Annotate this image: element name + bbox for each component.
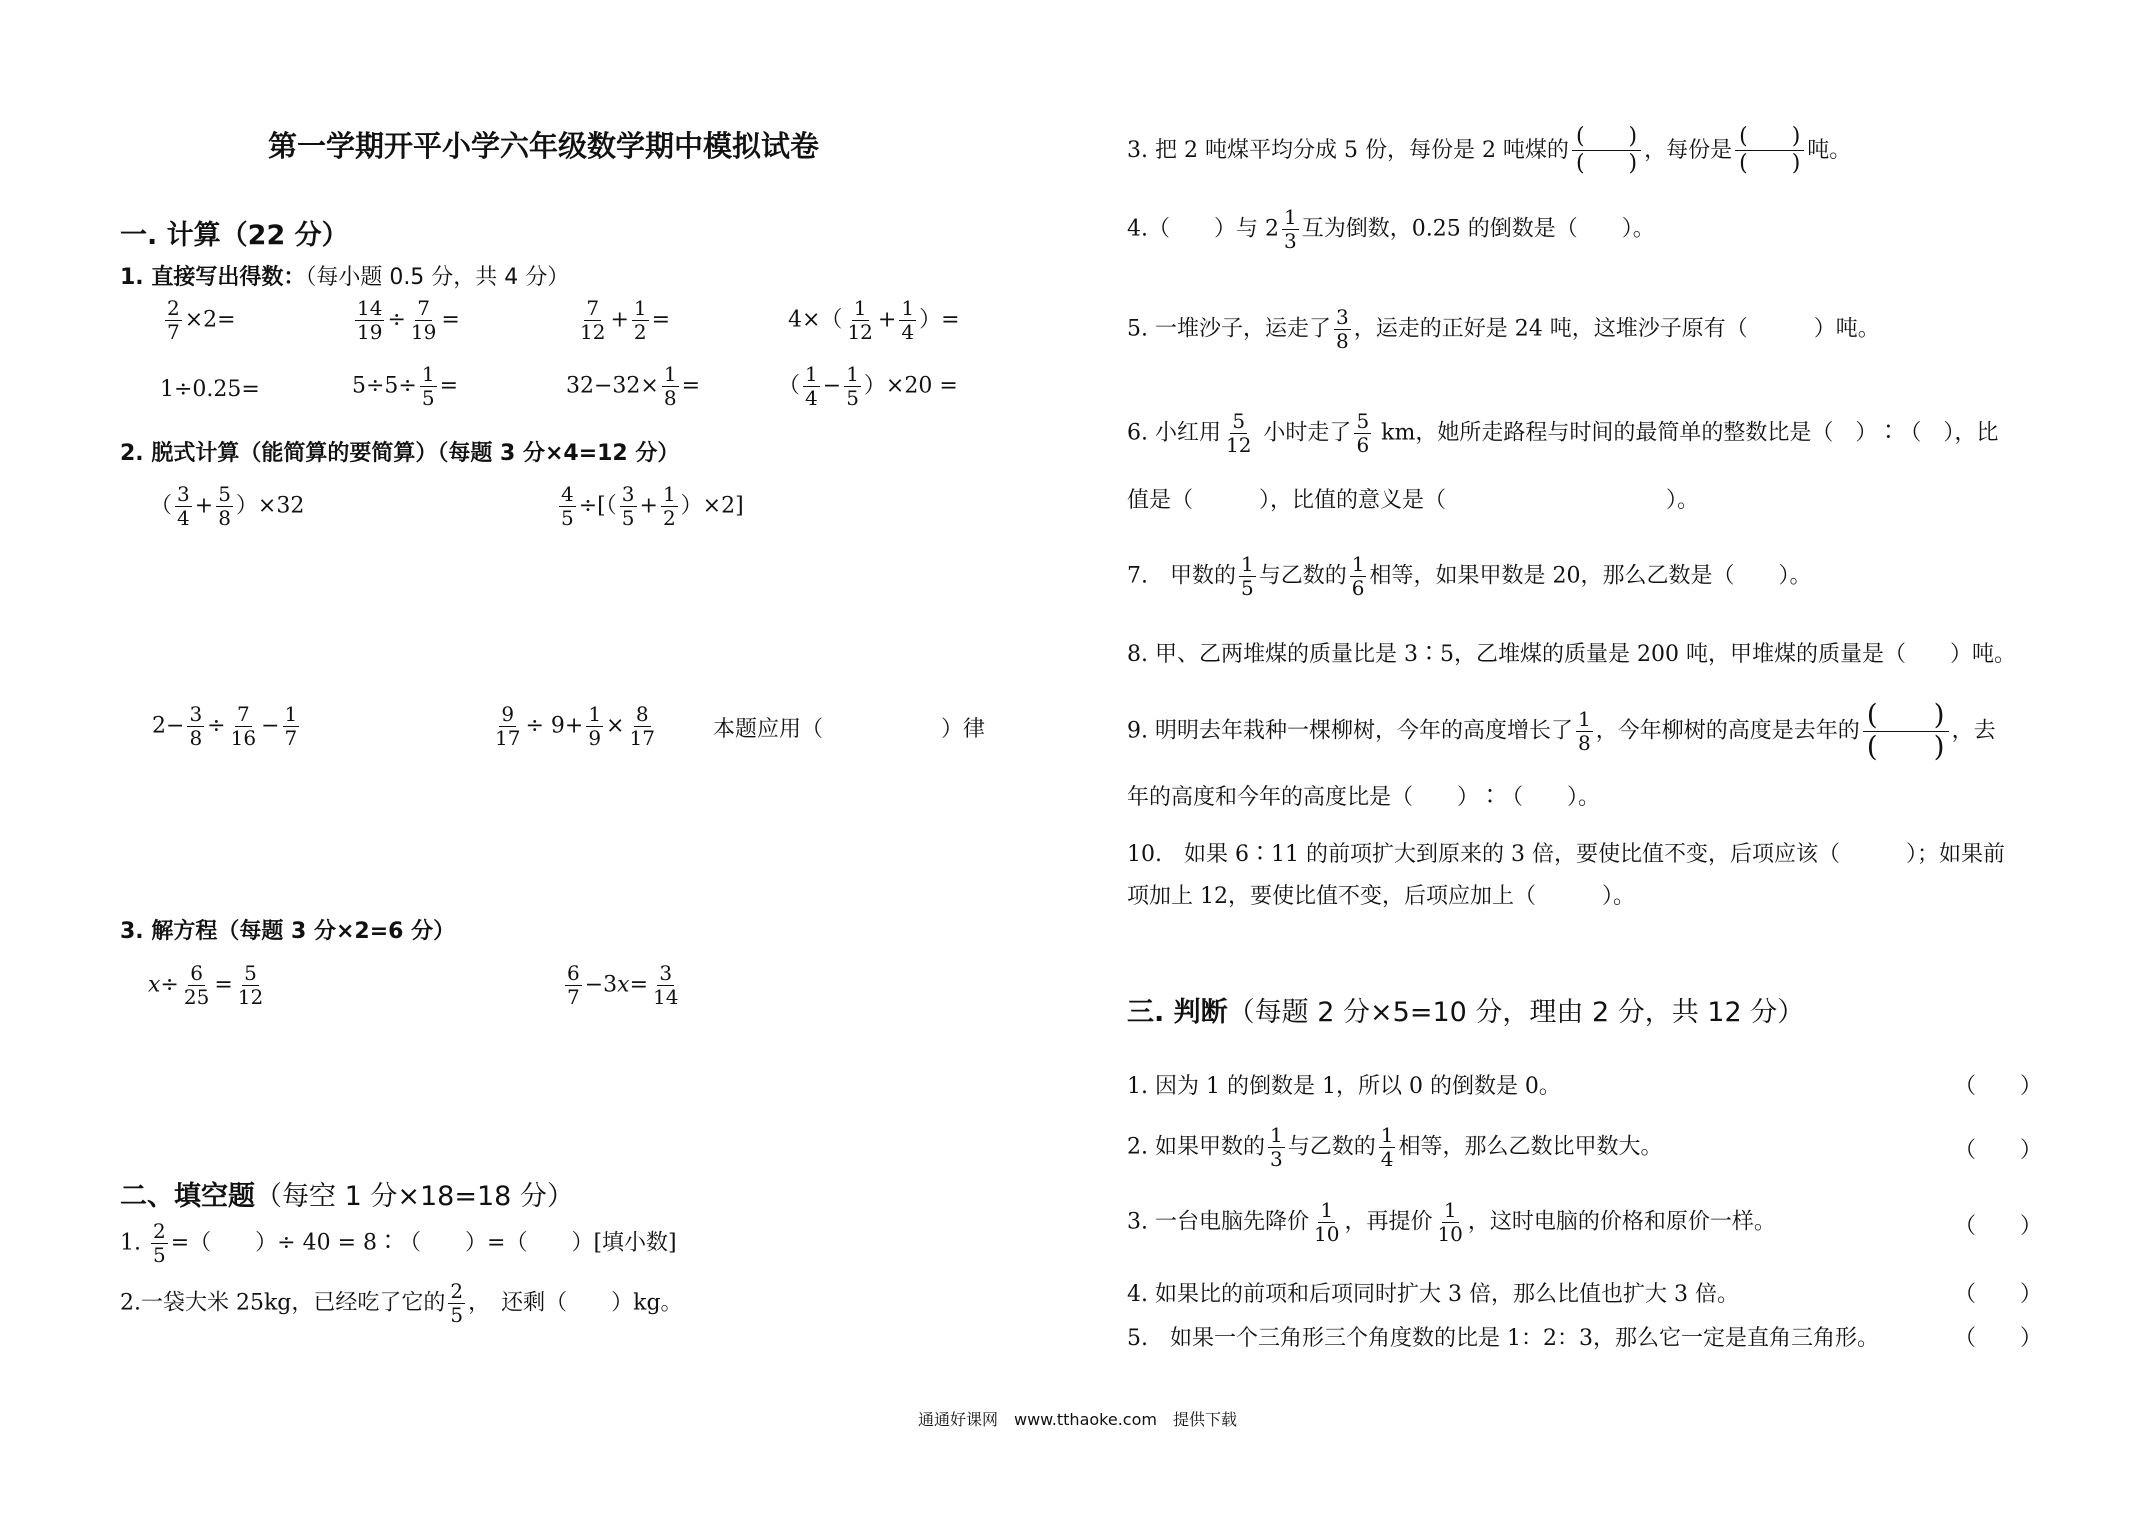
section1-heading: 一. 计算（22 分） (120, 220, 349, 251)
fill-q4: 4.（ ）与 2 $\frac{1}{3}$ 互为倒数，0.25 的倒数是（ ）。 (1127, 205, 1655, 253)
part1-label: 1. 直接写出得数：（每小题 0.5 分，共 4 分） (120, 265, 570, 290)
fill-q3: 3. 把 2 吨煤平均分成 5 份，每份是 2 吨煤的 ( ) ( ) ，每份是 ( ) ( ) 吨。 (1127, 124, 1852, 177)
judge-2-blank: （ ） (1954, 1138, 2043, 1163)
part2-law-note: 本题应用（ ）律 (713, 717, 986, 742)
part2-expr-2: $\frac{4}{5}$ ÷[（ $\frac{3}{5}$ + $\frac{1}{2}$ ）×2] (561, 482, 744, 530)
footer-credit: 通通好课网 www.tthaoke.com 提供下载 (918, 1410, 1237, 1429)
part2-expr-1: （ $\frac{3}{4}$ + $\frac{5}{8}$ ）×32 (150, 482, 305, 530)
equation-2: $\frac{6}{7}$ −3x= $\frac{3}{14}$ (567, 961, 679, 1009)
part1-item-2: $\frac{14}{19}$ ÷ $\frac{7}{19}$ = (357, 296, 460, 344)
page-title: 第一学期开平小学六年级数学期中模拟试卷 (268, 129, 820, 163)
part1-item-8: （ $\frac{1}{4}$ − $\frac{1}{5}$ ）×20 = (778, 362, 958, 410)
fill-q10-line2: 项加上 12，要使比值不变，后项应加上（ ）。 (1127, 884, 1635, 909)
judge-4-blank: （ ） (1954, 1282, 2043, 1307)
part1-item-6: 5÷5÷ $\frac{1}{5}$ = (352, 362, 459, 410)
part1-item-1: $\frac{2}{7}$ ×2= (167, 296, 236, 344)
fill-q6-line2: 值是（ ），比值的意义是（ ）。 (1127, 488, 1700, 513)
part1-item-3: $\frac{7}{12}$ + $\frac{1}{2}$ = (580, 296, 671, 344)
part2-label: 2. 脱式计算（能简算的要简算）（每题 3 分×4=12 分） (120, 441, 680, 466)
part3-label: 3. 解方程（每题 3 分×2=6 分） (120, 919, 456, 944)
part1-item-5: 1÷0.25= (160, 377, 260, 402)
judge-1: 1. 因为 1 的倒数是 1，所以 0 的倒数是 0。 (1127, 1074, 1561, 1099)
judge-5-blank: （ ） (1954, 1326, 2043, 1351)
part2-expr-4: $\frac{9}{17}$ ÷ 9+ $\frac{1}{9}$ × $\frac{8}{17}$ (495, 702, 655, 750)
part2-expr-3: 2− $\frac{3}{8}$ ÷ $\frac{7}{16}$ − $\frac{1}{7}$ (152, 702, 298, 750)
fill-q6: 6. 小红用 $\frac{5}{12}$ 小时走了 $\frac{5}{6}$ km，她所走路程与时间的最简单的整数比是（ ）∶（ ），比 (1127, 409, 1999, 457)
fill-q7: 7. 甲数的 $\frac{1}{5}$ 与乙数的 $\frac{1}{6}$ 相等，如果甲数是 20，那么乙数是（ ）。 (1127, 552, 1812, 600)
judge-3-blank: （ ） (1954, 1214, 2043, 1239)
fill-q5: 5. 一堆沙子，运走了 $\frac{3}{8}$ ，运走的正好是 24 吨，这堆沙子原有（ ）吨。 (1127, 305, 1880, 353)
part1-item-4: 4×（ $\frac{1}{12}$ + $\frac{1}{4}$ ）= (788, 296, 960, 344)
fill-q9: 9. 明明去年栽种一棵柳树，今年的高度增长了 $\frac{1}{8}$ ，今年柳树的高度是去年的 ( ) ( ) ，去 (1127, 698, 1996, 763)
fill-q10-line1: 10. 如果 6∶11 的前项扩大到原来的 3 倍，要使比值不变，后项应该（ ）；如果前 (1127, 842, 2005, 867)
equation-1: x÷ $\frac{6}{25}$ = $\frac{5}{12}$ (148, 961, 264, 1009)
section2-heading: 二、填空题（每空 1 分×18=18 分） (120, 1181, 574, 1212)
judge-5: 5. 如果一个三角形三个角度数的比是 1：2：3，那么它一定是直角三角形。 (1127, 1326, 1879, 1351)
judge-2: 2. 如果甲数的 $\frac{1}{3}$ 与乙数的 $\frac{1}{4}$ 相等，那么乙数比甲数大。 (1127, 1123, 1663, 1171)
judge-3: 3. 一台电脑先降价 $\frac{1}{10}$ ，再提价 $\frac{1}{10}$ ，这时电脑的价格和原价一样。 (1127, 1198, 1776, 1246)
judge-4: 4. 如果比的前项和后项同时扩大 3 倍，那么比值也扩大 3 倍。 (1127, 1282, 1739, 1307)
fill-q1: 1. $\frac{2}{5}$ =（ ）÷ 40 = 8∶（ ）=（ ）[填小数] (120, 1219, 677, 1267)
fill-q8: 8. 甲、乙两堆煤的质量比是 3∶5，乙堆煤的质量是 200 吨，甲堆煤的质量是（ ）吨。 (1127, 642, 2016, 667)
section3-heading: 三. 判断（每题 2 分×5=10 分，理由 2 分，共 12 分） (1127, 997, 1805, 1028)
fill-q2: 2.一袋大米 25kg，已经吃了它的 $\frac{2}{5}$ ， 还剩（ ）kg。 (120, 1279, 683, 1327)
part1-item-7: 32−32× $\frac{1}{8}$ = (566, 362, 701, 410)
judge-1-blank: （ ） (1954, 1074, 2043, 1099)
fill-q9-line2: 年的高度和今年的高度比是（ ）∶（ ）。 (1127, 785, 1601, 810)
